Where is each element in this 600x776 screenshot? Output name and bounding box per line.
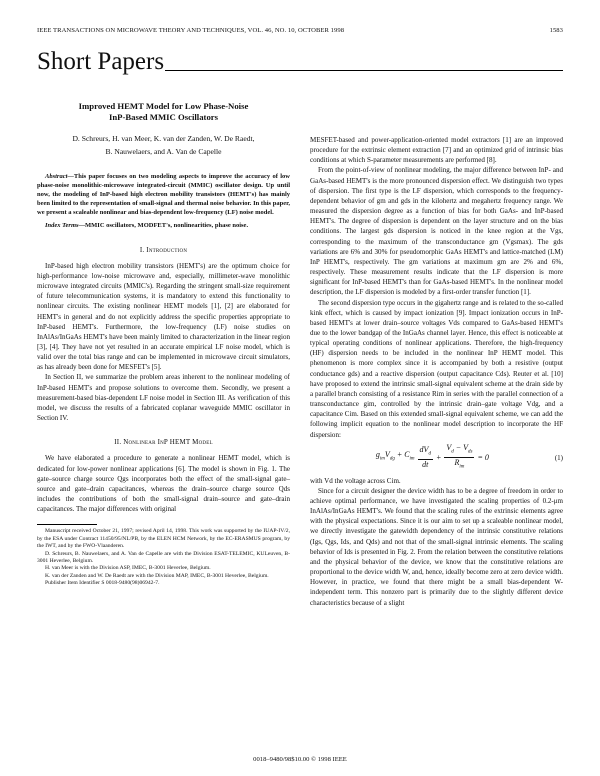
journal-info: IEEE TRANSACTIONS ON MICROWAVE THEORY AND TECHNIQUES, VOL. 46, NO. 10, OCTOBER 1998 (37, 27, 345, 34)
abstract (37, 172, 290, 217)
right-paragraph-5: Since for a circuit designer the device width has to be a degree of freedom in order to achieve optimal performance, we have investigated the scaling properties of 0.2-μm InAlAs/InGaAs HEMT's. We found that the scaling rules of the extrinsic elements agree with the physical expectations. Since it is our aim to set up a scaleable nonlinear model, we directly investigate the gatewidth dependency of the intrinsic constitutive relations (Igs, Qgs, Ids, and Qds) and not that of the small-signal intrinsic elements. The scaling behavior of Ids is presented in Fig. 2. From the relation between the constitutive relations and the physical behavior of the device, we know that the constitutive relations are proportional to the device width W, and, hence, ideally become zero at zero device width. However, in practice, we found that there might be a small bias-dependent W-independent term. This nonzero part is primarily due to the slightly different device characteristics because of a slight (310, 486, 563, 607)
index-terms (37, 221, 290, 230)
right-paragraph-4: with Vd the voltage across Cim. (310, 476, 401, 485)
right-column (310, 135, 563, 608)
left-column (37, 95, 290, 588)
paper-title (37, 101, 290, 123)
page-number: 1583 (549, 27, 563, 34)
footnote-affiliation-2: H. van Meer is with the Division ASP, IMEC, B-3001 Heverlee, Belgium. (45, 565, 211, 572)
footnote-manuscript: Manuscript received October 21, 1997; revised April 14, 1998. This work was supported by the IUAP-IV/2, by the ESA under Contract 11450/95/NL/PB, by the ELEN HCM Network, by the EC-ERASMUS program, by the IWT, and by the FWO-Vlaanderen. (37, 528, 290, 550)
footnote-affiliation-3: K. van der Zanden and W. De Raedt are with the Division MAP, IMEC, B-3001 Heverlee, Belgium. (45, 572, 269, 579)
equation-1 (310, 444, 563, 472)
footnote-publisher-id: Publisher Item Identifier S 0018-9480(98)06942-7. (45, 580, 160, 587)
intro-paragraph-2: In Section II, we summarize the problem areas inherent to the nonlinear modeling of InP-based HEMT's and propose solutions to overcome them. Secondly, we present a measurement-based bias-dependent LF noise model in Section III. As verification of this model, we discuss the results of a fabricated coplanar waveguide MMIC oscillator in Section IV. (37, 373, 290, 423)
index-terms-text: MMIC oscillators, MODFET's, nonlinearities, phase noise. (85, 222, 249, 230)
equation-body: $g_{im}V_{dg} + C_{im}$ $\frac{dV_d}{dt}$ + $\frac{V_d - V_{ds}}{R_{im}}$ = 0 (375, 442, 489, 470)
right-paragraph-1: MESFET-based and power-application-oriented model extractors [1] are an improved procedure for the extrinsic element extraction [7] and an optimized grid of intrinsic bias conditions at which S-parameter measurements are performed [8]. (310, 136, 563, 165)
index-terms-lead: Index Terms— (45, 222, 86, 230)
model-paragraph-1: We have elaborated a procedure to generate a nonlinear HEMT model, which is dedicated for low-power nonlinear applications [6]. The model is shown in Fig. 1. The gate–source charge source Qgs incorporates both the effect of the small-signal gate–source and gate–drain capacitances, whereas the drain–source charge source Qds includes the contributions of both the small-signal drain–source and gate–drain capacitances. The major differences with original (37, 454, 290, 514)
paper-title-line1: Improved HEMT Model for Low Phase-Noise (78, 101, 249, 111)
abstract-text: This paper focuses on two modeling aspects to improve the accuracy of low phase-noise monolithic-microwave integrated-circuit (MMIC) oscillator design. Up until now, the modeling of InP-based high electron mobility transistors (HEMT's) has mainly been limited to the representation of small-signal and thermal noise behavior. In this paper, we present a scaleable nonlinear and bias-dependent low-frequency (LF) noise model. (37, 173, 290, 217)
footnotes (37, 528, 290, 587)
section-heading-introduction: I. Introduction (139, 245, 188, 254)
footnote-rule (37, 524, 97, 525)
section-heading-model: II. Nonlinear InP HEMT Model (114, 438, 213, 447)
equation-number: (1) (554, 453, 563, 462)
right-paragraph-3: The second dispersion type occurs in the gigahertz range and is related to the so-called kink effect, which is caused by impact ionization [9]. Impact ionization occurs in InP-based HEMT's at lower drain–source voltages Vds compared to GaAs-based HEMT's due to the lower bandgap of the InGaAs channel layer. Hence, this effect is noticeable at typical operating conditions of nonlinear applications. Therefore, the high-frequency (HF) dispersion needs to be included in the nonlinear InP HEMT model. This phenomenon is more complex since it is accompanied by both a resistive (output conductance gds) and a reactive dispersion (output capacitance Cds). Reuter et al. [10] have proposed to extend the intrinsic small-signal equivalent scheme at the drain side by a parallel branch consisting of a resistance Rim in series with the parallel connection of a transconductance gim, controlled by the intrinsic drain–gate voltage Vdg, and a capacitance Cim. Based on this extended small-signal equivalent scheme, we can add the following implicit equation to the nonlinear model description to incorporate the HF dispersion: (310, 298, 563, 439)
paper-title-line2: InP-Based MMIC Oscillators (108, 112, 219, 122)
authors-line1: D. Schreurs, H. van Meer, K. van der Zanden, W. De Raedt, (72, 134, 255, 143)
section-title: Short Papers (37, 48, 165, 75)
title-rule (165, 70, 563, 71)
running-head (37, 27, 563, 39)
abstract-lead: Abstract— (45, 173, 74, 180)
authors (37, 133, 290, 158)
right-paragraph-2: From the point-of-view of nonlinear modeling, the major difference between InP- and GaAs-based HEMT's is the more pronounced dispersion effect. We distinguish two types of dispersion. The first type is the LF dispersion, which corresponds to the frequency-dependent behavior of gm and gds in the kilohertz and megahertz frequency range. We measured the dispersion degree as a function of bias for both GaAs- and InP-based HEMT's. The degree of dispersion is dependent on the layer structure and on the bias conditions. The largest gds dispersion is noticed in the knee region at the Vgs, corresponding to the maximum of the transconductance gm (Vgsmax). The gds variations are 6% and 30% for pseudomorphic GaAs HEMT's and lattice-matched (LM) InP HEMT's, respectively. The gm variations at maximum gm are 2% and 6%, respectively. These measurement results indicate that the LF dispersion is more significant for InP-based HEMT's than for GaAs-based HEMT's. In the nonlinear model description, the LF dispersion is modeled by a first-order transfer function [1]. (310, 166, 563, 297)
authors-line2: B. Nauwelaers, and A. Van de Capelle (105, 146, 222, 156)
footnote-affiliation-1: D. Schreurs, B. Nauwelaers, and A. Van de Capelle are with the Division ESAT-TELEMIC, KULeuven, B-3001 Heverlee, Belgium. (37, 550, 290, 564)
footer-copyright: 0018–9480/98$10.00 © 1998 IEEE (253, 756, 347, 763)
intro-paragraph-1: InP-based high electron mobility transistors (HEMT's) are the optimum choice for high-performance low-noise microwave and, especially, millimeter-wave monolithic microwave integrated circuits (MMIC's). Regarding the stringent small-size requirement of future telecommunication systems, it is mandatory to extend this functionality to nonlinear circuits. The existing nonlinear HEMT models [1], [2] are elaborated for HEMT's in general and do not explicitly address the specific properties appropriate to InP-based HEMT's. Furthermore, the low-frequency (LF) noise studies on InAlAs/InGaAs HEMT's have been mainly limited to characterization in the linear region [3], [4]. They have not yet resulted in an accurate empirical LF noise model, which is valid over the total bias range and can be implemented in microwave circuit simulators, as has already been done for MESFET's [5]. (37, 261, 290, 372)
